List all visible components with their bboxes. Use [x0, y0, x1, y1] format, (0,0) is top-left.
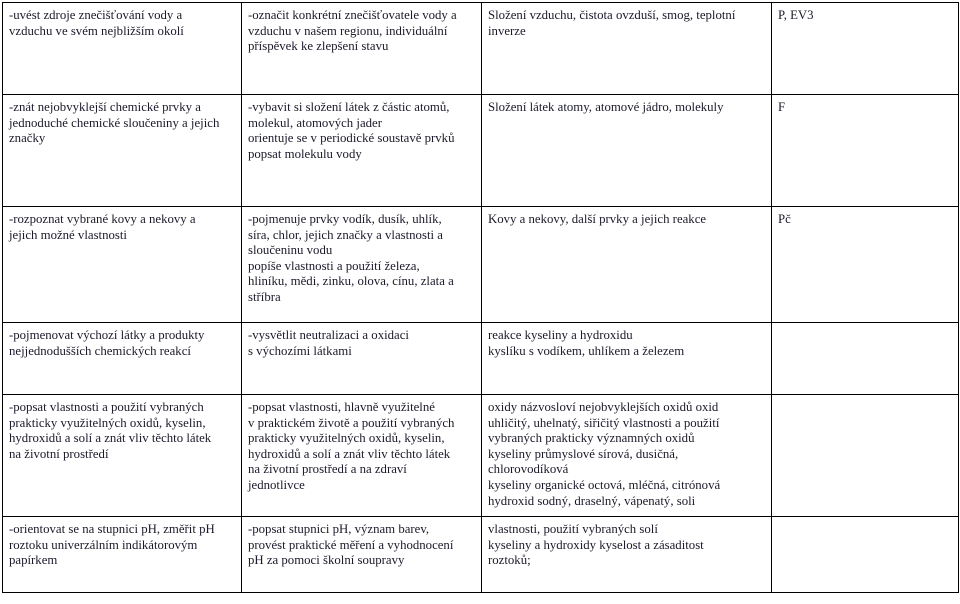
cell-text-line: nejjednodušších chemických reakcí	[9, 343, 191, 358]
cell-text-line: P, EV3	[778, 8, 814, 22]
cell-text-line: -pojmenovat výchozí látky a produkty	[9, 328, 205, 342]
cell-text-line: kyseliny organické octová, mléčná, citrónová	[488, 477, 721, 492]
cell-text-line: chlorovodíková	[488, 462, 569, 477]
indicators-cell	[242, 323, 482, 395]
cell-text-line: na životní prostředí a na zdraví	[248, 462, 407, 477]
code-cell	[772, 3, 959, 95]
content-cell	[482, 517, 772, 593]
cell-text-line: vlastnosti, použití vybraných solí	[488, 522, 658, 536]
cell-text-line: s výchozími látkami	[248, 343, 352, 358]
cell-text-line: -vybavit si složení látek z částic atomů,	[248, 100, 450, 114]
indicators-cell	[242, 3, 482, 95]
cell-text-line: molekul, atomových jader	[248, 115, 382, 130]
cell-text-line: -uvést zdroje znečišťování vody a	[9, 8, 183, 22]
code-cell	[772, 395, 959, 517]
cell-text-line: jednotlivce	[248, 477, 305, 492]
curriculum-table-body	[3, 3, 959, 593]
cell-text-line: vzduchu v našem regionu, individuální	[248, 23, 448, 38]
table-row	[3, 395, 959, 517]
outcomes-cell	[3, 323, 242, 395]
cell-text-line: -označit konkrétní znečišťovatele vody a	[248, 8, 457, 22]
cell-text-line: papírkem	[9, 553, 58, 568]
cell-text-line: Kovy a nekovy, další prvky a jejich reakce	[488, 212, 707, 226]
content-cell	[482, 395, 772, 517]
cell-text-line: kyslíku s vodíkem, uhlíkem a železem	[488, 343, 685, 358]
content-cell	[482, 323, 772, 395]
outcomes-cell	[3, 207, 242, 323]
cell-text-line: Složení látek atomy, atomové jádro, molekuly	[488, 100, 724, 114]
table-row	[3, 207, 959, 323]
cell-text-line: Pč	[778, 212, 791, 226]
cell-text-line: -popsat vlastnosti a použití vybraných	[9, 400, 204, 414]
cell-text-line: popsat molekulu vody	[248, 146, 362, 161]
cell-text-line: síra, chlor, jejich značky a vlastnosti a	[248, 227, 443, 242]
cell-text-line: provést praktické měření a vyhodnocení	[248, 537, 454, 552]
indicators-cell	[242, 517, 482, 593]
table-row	[3, 323, 959, 395]
code-cell	[772, 95, 959, 207]
cell-text-line: jednoduché chemické sloučeniny a jejich	[9, 115, 220, 130]
table-row	[3, 3, 959, 95]
cell-text-line: sloučeninu vodu	[248, 243, 333, 258]
code-cell	[772, 323, 959, 395]
cell-text-line: prakticky využitelných oxidů, kyselin,	[248, 431, 445, 446]
cell-text-line: v praktickém životě a použití vybraných	[248, 415, 455, 430]
cell-text-line: pH za pomoci školní soupravy	[248, 553, 405, 568]
cell-text-line: roztoků;	[488, 553, 531, 568]
indicators-cell	[242, 395, 482, 517]
cell-text-line: kyseliny a hydroxidy kyselost a zásaditost	[488, 537, 704, 552]
indicators-cell	[242, 207, 482, 323]
cell-text-line: popíše vlastnosti a použití železa,	[248, 258, 420, 273]
cell-text-line: jejich možné vlastnosti	[9, 227, 127, 242]
content-cell	[482, 95, 772, 207]
cell-text-line: inverze	[488, 23, 526, 38]
cell-text-line: kyseliny průmyslové sírová, dusičná,	[488, 446, 679, 461]
cell-text-line: reakce kyseliny a hydroxidu	[488, 328, 633, 342]
table-row	[3, 95, 959, 207]
content-cell	[482, 207, 772, 323]
indicators-cell	[242, 95, 482, 207]
cell-text-line: uhličitý, uhelnatý, siřičitý vlastnosti a použití	[488, 415, 720, 430]
cell-text-line: -vysvětlit neutralizaci a oxidaci	[248, 328, 409, 342]
code-cell	[772, 207, 959, 323]
code-cell	[772, 517, 959, 593]
cell-text-line: -popsat stupnici pH, význam barev,	[248, 522, 430, 536]
cell-text-line: značky	[9, 131, 46, 146]
cell-text-line: F	[778, 100, 786, 114]
cell-text-line: orientuje se v periodické soustavě prvků	[248, 131, 455, 146]
cell-text-line: vybraných prakticky významných oxidů	[488, 431, 695, 446]
outcomes-cell	[3, 95, 242, 207]
cell-text-line: roztoku univerzálním indikátorovým	[9, 537, 198, 552]
cell-text-line: příspěvek ke zlepšení stavu	[248, 39, 389, 54]
outcomes-cell	[3, 3, 242, 95]
outcomes-cell	[3, 517, 242, 593]
cell-text-line: hydroxidů a solí a znát vliv těchto látek	[248, 446, 451, 461]
cell-text-line: prakticky využitelných oxidů, kyselin,	[9, 415, 206, 430]
cell-text-line: -pojmenuje prvky vodík, dusík, uhlík,	[248, 212, 442, 226]
table-row	[3, 517, 959, 593]
cell-text-line: -rozpoznat vybrané kovy a nekovy a	[9, 212, 196, 226]
cell-text-line: hliníku, mědi, zinku, olova, cínu, zlata a	[248, 274, 454, 289]
cell-text-line: -popsat vlastnosti, hlavně využitelné	[248, 400, 435, 414]
outcomes-cell	[3, 395, 242, 517]
cell-text-line: -znát nejobvyklejší chemické prvky a	[9, 100, 201, 114]
cell-text-line: oxidy názvosloví nejobvyklejších oxidů oxid	[488, 400, 719, 414]
cell-text-line: vzduchu ve svém nejbližším okolí	[9, 23, 184, 38]
cell-text-line: stříbra	[248, 289, 281, 304]
cell-text-line: hydroxidů a solí a znát vliv těchto látek	[9, 431, 212, 446]
cell-text-line: na životní prostředí	[9, 446, 109, 461]
cell-text-line: -orientovat se na stupnici pH, změřit pH	[9, 522, 215, 536]
content-cell	[482, 3, 772, 95]
cell-text-line: hydroxid sodný, draselný, vápenatý, soli	[488, 493, 696, 508]
curriculum-table	[2, 2, 959, 593]
cell-text-line: Složení vzduchu, čistota ovzduší, smog, teplotní	[488, 8, 736, 22]
